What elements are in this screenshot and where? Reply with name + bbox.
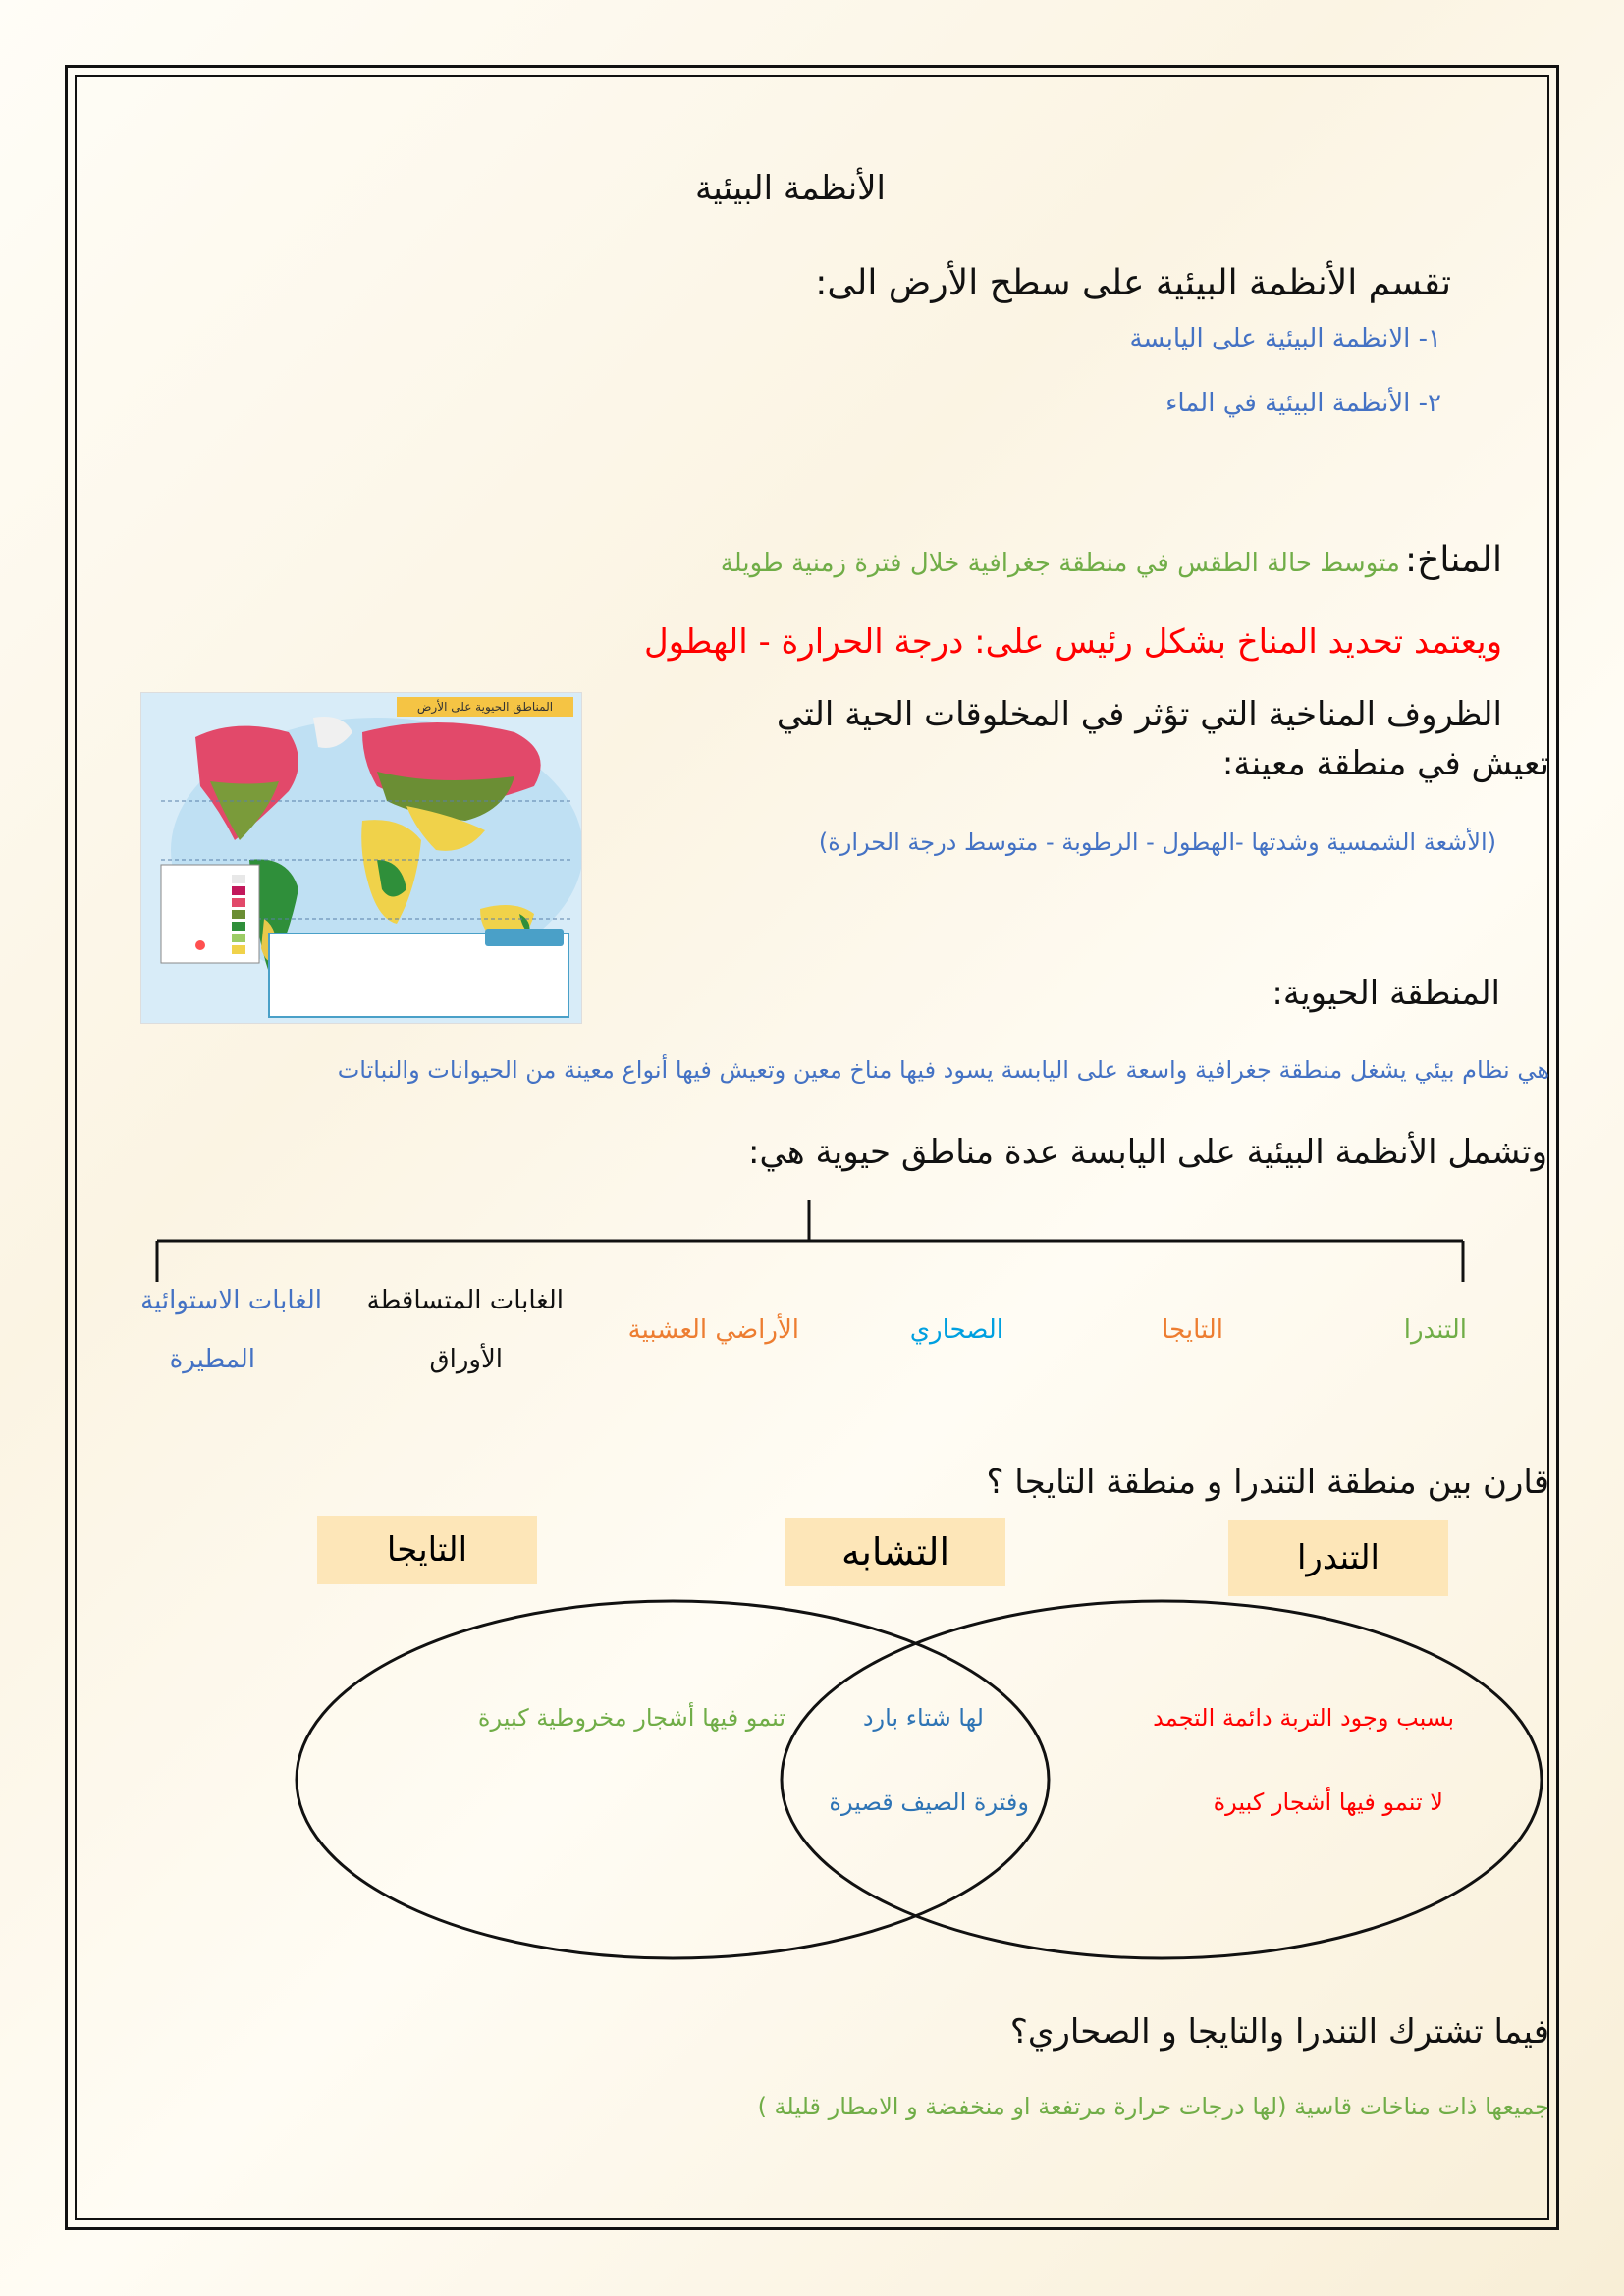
biome-world-map <box>140 692 582 1024</box>
biome-label: المنطقة الحيوية: <box>1272 974 1500 1013</box>
climate-conditions-line2: تعيش في منطقة معينة: <box>1221 744 1549 783</box>
climate-conditions-list: (الأشعة الشمسية وشدتها -الهطول - الرطوبة - متوسط درجة الحرارة) <box>818 828 1496 856</box>
map-graphic <box>141 693 581 1023</box>
map-title: المناطق الحيوية على الأرض <box>397 697 573 717</box>
biome-desert: الصحاري <box>909 1315 1003 1345</box>
box-taiga: التايجا <box>317 1516 537 1584</box>
similarity-point-1: لها شتاء بارد <box>862 1704 984 1732</box>
box-tundra: التندرا <box>1228 1520 1448 1596</box>
biome-rainforest-line2: المطيرة <box>169 1345 255 1374</box>
taiga-point-1: تنمو فيها أشجار مخروطية كبيرة <box>477 1704 785 1732</box>
tundra-point-2: لا تنمو فيها أشجار كبيرة <box>1213 1789 1443 1816</box>
climate-label: المناخ: <box>1405 540 1502 580</box>
division-item-1: ١- الانظمة البيئية على اليابسة <box>1129 324 1441 353</box>
compare-question: قارن بين منطقة التندرا و منطقة التايجا ؟ <box>986 1463 1549 1502</box>
biome-grassland: الأراضي العشبية <box>627 1315 799 1345</box>
common-answer: جميعها ذات مناخات قاسية (لها درجات حرارة مرتفعة او منخفضة و الامطار قليلة ) <box>757 2093 1549 2120</box>
climate-definition-line <box>721 540 1502 580</box>
biome-definition: هي نظام بيئي يشغل منطقة جغرافية واسعة على اليابسة يسود فيها مناخ معين وتعيش فيها أنواع معينة من الحيوانات والنباتات <box>337 1056 1549 1084</box>
division-item-2: ٢- الأنظمة البيئية في الماء <box>1165 389 1441 418</box>
biome-taiga: التايجا <box>1162 1315 1223 1345</box>
climate-depends: ويعتمد تحديد المناخ بشكل رئيس على: درجة الحرارة - الهطول <box>644 622 1502 662</box>
page-title: الأنظمة البيئية <box>695 169 886 208</box>
biome-includes: وتشمل الأنظمة البيئية على اليابسة عدة مناطق حيوية هي: <box>747 1133 1547 1172</box>
climate-definition: متوسط حالة الطقس في منطقة جغرافية خلال فترة زمنية طويلة <box>720 549 1400 578</box>
divisions-heading: تقسم الأنظمة البيئية على سطح الأرض الى: <box>815 263 1451 303</box>
climate-conditions-line1: الظروف المناخية التي تؤثر في المخلوقات الحية التي <box>776 695 1502 734</box>
biome-rainforest-line1: الغابات الاستوائية <box>140 1286 322 1315</box>
box-similarity: التشابه <box>785 1518 1005 1586</box>
biome-tundra: التندرا <box>1403 1315 1467 1345</box>
biome-deciduous-line2: الأوراق <box>429 1345 503 1374</box>
common-question: فيما تشترك التندرا والتايجا و الصحاري؟ <box>1009 2012 1549 2052</box>
biome-deciduous-line1: الغابات المتساقطة <box>366 1286 564 1315</box>
similarity-point-2: وفترة الصيف قصيرة <box>829 1789 1029 1816</box>
tundra-point-1: بسبب وجود التربة دائمة التجمد <box>1153 1704 1454 1732</box>
